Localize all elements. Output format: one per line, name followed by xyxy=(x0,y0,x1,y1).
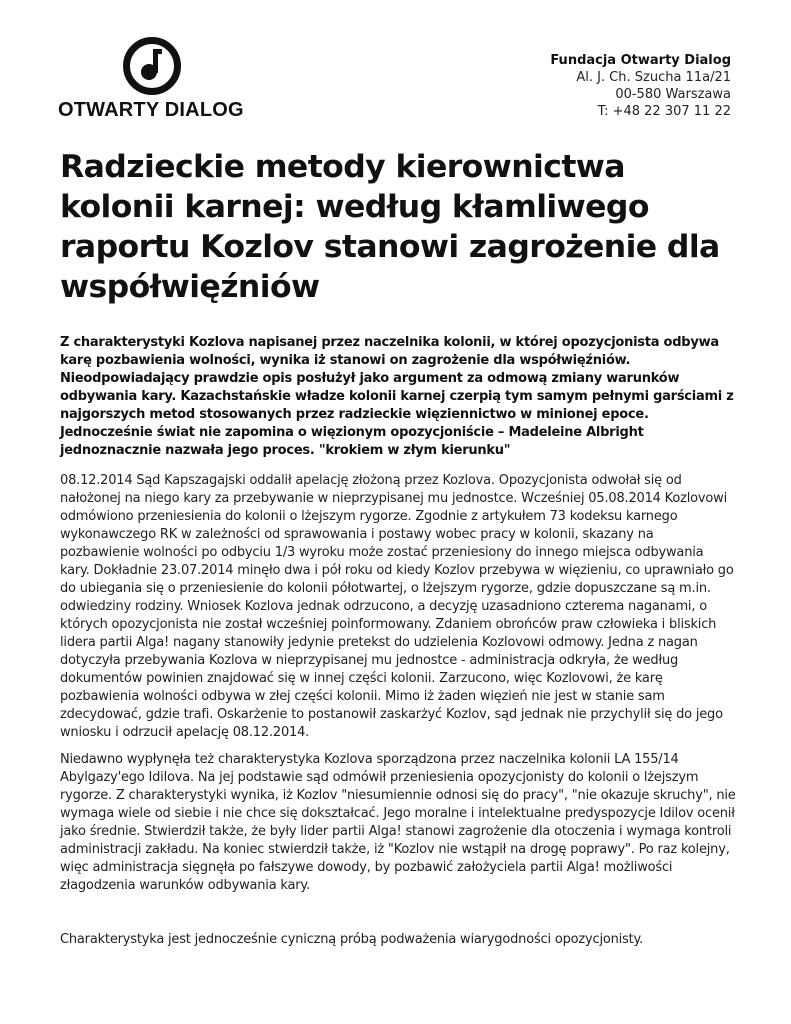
article-paragraph: Charakterystyka jest jednocześnie cyniczną próbą podważenia wiarygodności opozycjonisty. xyxy=(60,932,644,947)
organization-logo xyxy=(58,36,248,122)
article-lead: Z charakterystyki Kozlova napisanej przez naczelnika kolonii, w której opozycjonista odbywa karę pozbawienia wolności, wynika iż stanowi on zagrożenie dla współwięźniów. Nieodpowiadający prawdzie opis posłużył jako argument za odmową zmiany warunków odbywania kary. Kazachstańskie władze kolonii karnej czerpią tym samym pełnymi garściami z najgorszych metod stosowanych przez radzieckie więziennictwo w minionej epoce. Jednocześnie świat nie zapomina o więzionym opozycjoniście – Madeleine Albright jednoznacznie nazwała jego proces. "krokiem w złym kierunku" xyxy=(60,335,734,458)
logo-wordmark: OTWARTY DIALOG xyxy=(58,99,244,121)
otwarty-dialog-logo-icon xyxy=(122,36,182,96)
article-paragraph: 08.12.2014 Sąd Kapszagajski oddalił apelację złożoną przez Kozlova. Opozycjonista odwołał się od nałożonej na niego kary za przebywanie w nieprzypisanej mu jednostce. Wcześniej 05.08.2014 Kozlovowi odmówiono przeniesienia do kolonii o lżejszym rygorze. Zgodnie z artykułem 73 kodeksu karnego wykonawczego RK w zależności od sprawowania i postawy wobec pracy w kolonii, skazany na pozbawienie wolności po odbyciu 1/3 wyroku może zostać przeniesiony do innego miejsca odbywania kary. Dokładnie 23.07.2014 minęło dwa i pół roku od kiedy Kozlov przebywa w więzieniu, co uprawniało go do ubiegania się o przeniesienie do kolonii półotwartej, o lżejszym rygorze, gdzie dopuszczane są m.in. odwiedziny rodziny. Wniosek Kozlova jednak odrzucono, a decyzję uzasadniono czterema naganami, o których opozycjonista nie został wcześniej poinformowany. Zdaniem obrońców praw człowieka i bliskich lidera partii Alga! nagany stanowiły jedynie pretekst do udzielenia Kozlovowi odmowy. Jedna z nagan dotyczyła przebywania Kozlova w nieprzypisanej mu jednostce - administracja odkryła, że według dokumentów powinien znajdować się w innej części kolonii. Zarzucono, więc Kozlovowi, że karę pozbawienia wolności odbywa w złej części kolonii. Mimo iż żaden więzień nie jest w stanie sam zdecydować, gdzie trafi. Oskarżenie to postanowił zaskarżyć Kozlov, sąd jednak nie przychylił się do jego wniosku i odrzucił apelację 08.12.2014. xyxy=(60,473,734,740)
organization-name: Fundacja Otwarty Dialog xyxy=(550,53,731,68)
article-title: Radzieckie metody kierownictwa kolonii karnej: według kłamliwego raportu Kozlov stanowi zagrożenie dla współwięźniów xyxy=(60,149,720,305)
address-street: Al. J. Ch. Szucha 11a/21 xyxy=(576,70,731,85)
address-city: 00-580 Warszawa xyxy=(615,87,731,102)
organization-contact xyxy=(550,52,731,120)
article-paragraph: Niedawno wypłynęła też charakterystyka Kozlova sporządzona przez naczelnika kolonii LA 155/14 Abylgazy'ego Idilova. Na jej podstawie sąd odmówił przeniesienia opozycjonisty do kolonii o lżejszym rygorze. Z charakterystyki wynika, iż Kozlov "niesumiennie odnosi się do pracy", "nie okazuje skruchy", nie wymaga wiele od siebie i nie chce się dokształcać. Jego moralne i intelektualne predyspozycje Idilov ocenił jako średnie. Stwierdził także, że były lider partii Alga! stanowi zagrożenie dla otoczenia i wymaga kontroli administracji zakładu. Na koniec stwierdził także, iż "Kozlov nie wstąpił na drogę poprawy". Po raz kolejny, więc administracja sięgnęła po fałszywe dowody, by pozbawić założyciela partii Alga! możliwości złagodzenia warunków odbywania kary. xyxy=(60,752,736,893)
phone-number: T: +48 22 307 11 22 xyxy=(597,104,731,119)
